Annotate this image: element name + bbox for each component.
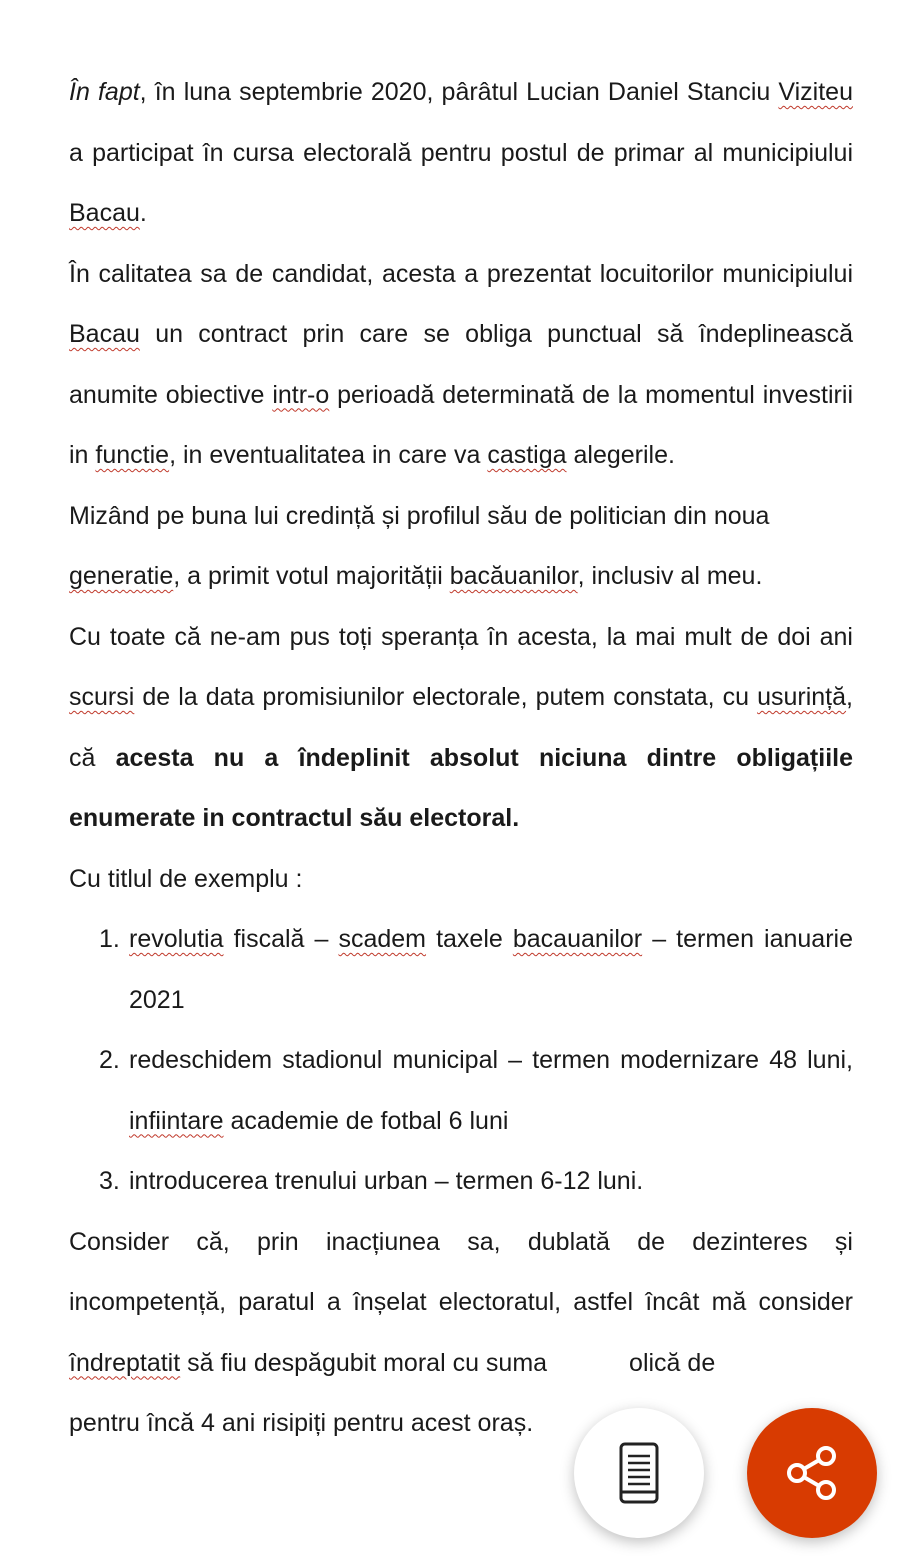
bold-statement: acesta nu a îndeplinit absolut niciuna dintre obligațiile enumerate in contractul său electoral. [69, 743, 854, 832]
misspelled-word[interactable]: bacauanilor [512, 925, 643, 953]
misspelled-word[interactable]: infiintare [129, 1106, 224, 1135]
paragraph-hope: Cu toate că ne-am pus toți speranța în acesta, la mai mult de doi ani scursi de la data promisiunilor electorale, putem constata, cu usurință, că acesta nu a îndeplinit absolut niciuna dintre obligațiile enumerate in contractul său electoral. [69, 622, 854, 832]
misspelled-word[interactable]: intr-o [272, 380, 330, 409]
paragraph-vote: Mizând pe buna lui credință și profilul său de politician din noua generatie, a primit votul majorității bacăuanilor, inclusiv al meu. [69, 501, 770, 590]
paragraph-intro: În fapt, în luna septembrie 2020, pârâtul Lucian Daniel Stanciu Viziteu a participat în cursa electorală pentru postul de primar al municipiului Bacau. [69, 78, 853, 227]
misspelled-word[interactable]: Viziteu [778, 78, 853, 106]
misspelled-word[interactable]: îndreptatit [69, 1348, 181, 1377]
misspelled-word[interactable]: Bacau [69, 199, 140, 227]
reader-view-button[interactable] [574, 1408, 704, 1538]
list-item: 3. introducerea trenului urban – termen 6-12 luni. [99, 1167, 644, 1195]
misspelled-word[interactable]: bacăuanilor [449, 562, 578, 590]
paragraph-candidate: În calitatea sa de candidat, acesta a prezentat locuitorilor municipiului Bacau un contract prin care se obliga punctual să îndeplinească anumite obiective intr-o perioadă determinată de la momentul investirii in functie, in eventualitatea in care va castiga alegerile. [69, 259, 853, 469]
reader-view-icon [619, 1442, 659, 1504]
misspelled-word[interactable]: scursi [69, 683, 135, 711]
misspelled-word[interactable]: usurință [757, 683, 847, 711]
misspelled-word[interactable]: functie [95, 441, 170, 469]
misspelled-word[interactable]: scadem [338, 925, 427, 953]
share-icon [782, 1443, 842, 1503]
list-item: 2. redeschidem stadionul municipal – termen modernizare 48 luni, infiintare academie de fotbal 6 luni [99, 1046, 853, 1135]
share-button[interactable] [747, 1408, 877, 1538]
misspelled-word[interactable]: generatie [69, 562, 174, 590]
paragraph-conclusion: Consider că, prin inacțiunea sa, dublată de dezinteres și incompetență, paratul a înșelat electoratul, astfel încât mă consider îndreptatit să fiu despăgubit moral cu suma olică de pentru încă 4 ani risipiți pentru acest oraș. [69, 1227, 853, 1437]
list-item: 1. revolutia fiscală – scadem taxele bacauanilor – termen ianuarie 2021 [99, 925, 853, 1014]
misspelled-word[interactable]: Bacau [69, 320, 140, 348]
paragraph-example-intro: Cu titlul de exemplu : [69, 864, 303, 893]
misspelled-word[interactable]: castiga [487, 441, 567, 469]
document-body [69, 62, 853, 1454]
misspelled-word[interactable]: revolutia [129, 925, 224, 953]
obligations-list [69, 909, 853, 1212]
